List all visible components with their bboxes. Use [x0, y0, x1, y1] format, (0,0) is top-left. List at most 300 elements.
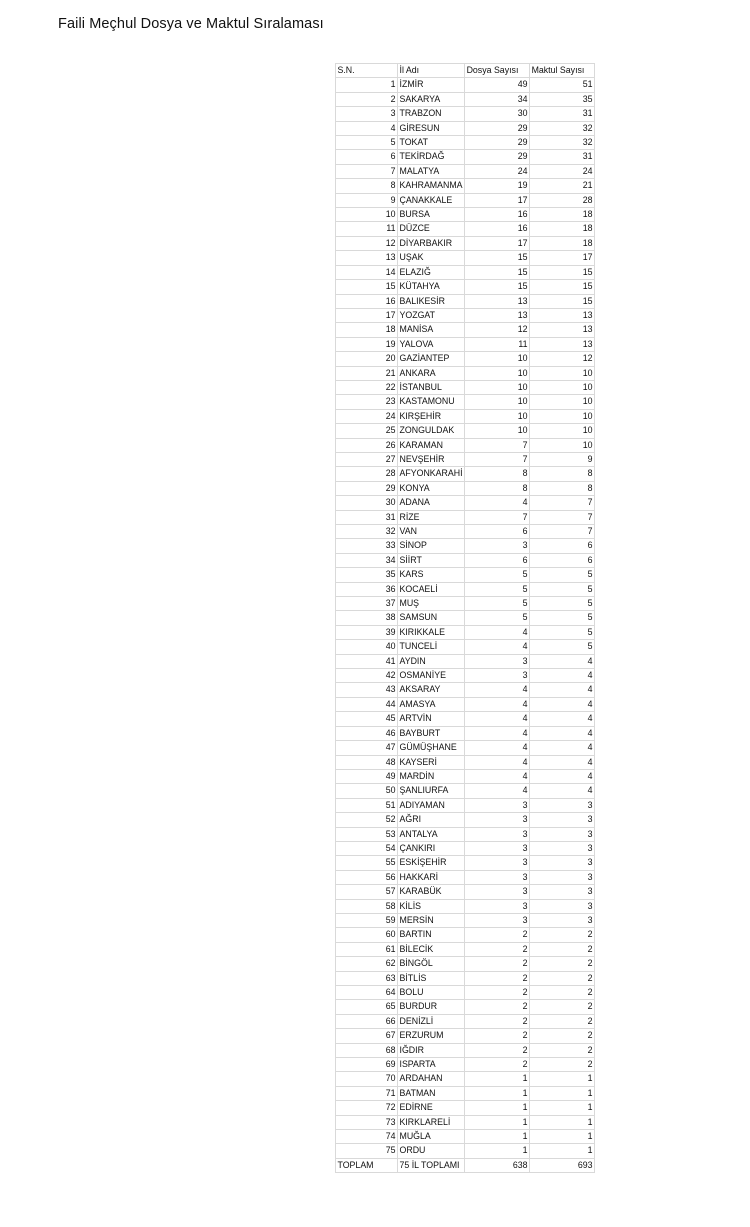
row-city: RİZE: [398, 510, 465, 524]
total-file-count: 638: [465, 1158, 530, 1172]
row-victim-count: 4: [530, 654, 595, 668]
table-row: [336, 553, 595, 567]
row-victim-count: 4: [530, 741, 595, 755]
row-file-count: 10: [465, 366, 530, 380]
row-sn: 5: [336, 136, 398, 150]
row-file-count: 19: [465, 179, 530, 193]
row-sn: 4: [336, 121, 398, 135]
row-victim-count: 6: [530, 539, 595, 553]
table-row: [336, 1043, 595, 1057]
table-row: [336, 164, 595, 178]
row-victim-count: 24: [530, 164, 595, 178]
row-city: SAKARYA: [398, 92, 465, 106]
row-victim-count: 10: [530, 438, 595, 452]
row-file-count: 29: [465, 136, 530, 150]
row-city: BALIKESİR: [398, 294, 465, 308]
row-city: İZMİR: [398, 78, 465, 92]
table-row: [336, 136, 595, 150]
row-victim-count: 4: [530, 683, 595, 697]
header-file-count: Dosya Sayısı: [465, 64, 530, 78]
row-file-count: 3: [465, 885, 530, 899]
table-row: [336, 496, 595, 510]
row-city: ZONGULDAK: [398, 424, 465, 438]
row-victim-count: 51: [530, 78, 595, 92]
table-row: [336, 1101, 595, 1115]
row-city: KIRŞEHİR: [398, 409, 465, 423]
row-victim-count: 13: [530, 308, 595, 322]
row-city: BATMAN: [398, 1086, 465, 1100]
row-file-count: 29: [465, 150, 530, 164]
row-city: ADIYAMAN: [398, 798, 465, 812]
row-city: KIRIKKALE: [398, 625, 465, 639]
row-victim-count: 8: [530, 467, 595, 481]
row-victim-count: 10: [530, 424, 595, 438]
row-file-count: 8: [465, 467, 530, 481]
row-sn: 35: [336, 568, 398, 582]
row-victim-count: 2: [530, 1000, 595, 1014]
row-city: ISPARTA: [398, 1058, 465, 1072]
row-victim-count: 3: [530, 856, 595, 870]
row-victim-count: 18: [530, 236, 595, 250]
row-city: BAYBURT: [398, 726, 465, 740]
table-row: [336, 986, 595, 1000]
row-sn: 32: [336, 525, 398, 539]
row-victim-count: 4: [530, 769, 595, 783]
row-city: YALOVA: [398, 337, 465, 351]
row-sn: 61: [336, 942, 398, 956]
table-row: [336, 1058, 595, 1072]
table-row: [336, 1144, 595, 1158]
row-victim-count: 3: [530, 899, 595, 913]
table-row: [336, 193, 595, 207]
row-city: ESKİŞEHİR: [398, 856, 465, 870]
table-row: [336, 654, 595, 668]
row-file-count: 10: [465, 380, 530, 394]
row-city: AMASYA: [398, 697, 465, 711]
row-victim-count: 31: [530, 150, 595, 164]
row-city: BİTLİS: [398, 971, 465, 985]
table-row: [336, 395, 595, 409]
row-victim-count: 32: [530, 136, 595, 150]
row-file-count: 29: [465, 121, 530, 135]
row-sn: 33: [336, 539, 398, 553]
row-victim-count: 21: [530, 179, 595, 193]
row-city: SAMSUN: [398, 611, 465, 625]
table-row: [336, 928, 595, 942]
table-row: [336, 1130, 595, 1144]
row-file-count: 7: [465, 452, 530, 466]
row-sn: 43: [336, 683, 398, 697]
table-row: [336, 265, 595, 279]
table-row: [336, 640, 595, 654]
row-city: AFYONKARAHİ: [398, 467, 465, 481]
row-sn: 41: [336, 654, 398, 668]
row-file-count: 3: [465, 841, 530, 855]
row-victim-count: 1: [530, 1130, 595, 1144]
total-victim-count: 693: [530, 1158, 595, 1172]
row-city: OSMANİYE: [398, 669, 465, 683]
row-file-count: 3: [465, 798, 530, 812]
row-city: KONYA: [398, 481, 465, 495]
table-row: [336, 568, 595, 582]
table-row: [336, 323, 595, 337]
row-file-count: 3: [465, 654, 530, 668]
row-victim-count: 4: [530, 726, 595, 740]
row-city: AKSARAY: [398, 683, 465, 697]
table-row: [336, 150, 595, 164]
row-city: KARAMAN: [398, 438, 465, 452]
row-city: MUŞ: [398, 597, 465, 611]
row-file-count: 4: [465, 683, 530, 697]
row-victim-count: 2: [530, 1029, 595, 1043]
row-file-count: 2: [465, 942, 530, 956]
row-file-count: 24: [465, 164, 530, 178]
row-file-count: 17: [465, 193, 530, 207]
row-city: ANTALYA: [398, 827, 465, 841]
table-row: [336, 380, 595, 394]
row-victim-count: 1: [530, 1101, 595, 1115]
row-city: GÜMÜŞHANE: [398, 741, 465, 755]
row-victim-count: 4: [530, 712, 595, 726]
row-sn: 68: [336, 1043, 398, 1057]
row-sn: 59: [336, 913, 398, 927]
table-row: [336, 913, 595, 927]
table-row: [336, 366, 595, 380]
row-city: DENİZLİ: [398, 1014, 465, 1028]
table-row: [336, 625, 595, 639]
table-row: [336, 1000, 595, 1014]
table-row: [336, 726, 595, 740]
row-city: KAYSERİ: [398, 755, 465, 769]
row-victim-count: 2: [530, 986, 595, 1000]
table-row: [336, 697, 595, 711]
row-sn: 57: [336, 885, 398, 899]
row-file-count: 1: [465, 1101, 530, 1115]
row-file-count: 4: [465, 741, 530, 755]
row-file-count: 3: [465, 827, 530, 841]
row-city: DÜZCE: [398, 222, 465, 236]
row-city: MERSİN: [398, 913, 465, 927]
row-victim-count: 2: [530, 928, 595, 942]
row-sn: 14: [336, 265, 398, 279]
row-sn: 60: [336, 928, 398, 942]
table-row: [336, 424, 595, 438]
row-victim-count: 5: [530, 568, 595, 582]
row-city: HAKKARİ: [398, 870, 465, 884]
row-file-count: 2: [465, 1014, 530, 1028]
table-row: [336, 337, 595, 351]
row-city: DİYARBAKIR: [398, 236, 465, 250]
table-row: [336, 92, 595, 106]
row-sn: 29: [336, 481, 398, 495]
row-sn: 18: [336, 323, 398, 337]
row-sn: 22: [336, 380, 398, 394]
table-row: [336, 755, 595, 769]
row-city: MARDİN: [398, 769, 465, 783]
row-city: ÇANKIRI: [398, 841, 465, 855]
row-victim-count: 4: [530, 784, 595, 798]
row-file-count: 4: [465, 712, 530, 726]
row-victim-count: 2: [530, 942, 595, 956]
row-file-count: 3: [465, 539, 530, 553]
row-file-count: 11: [465, 337, 530, 351]
row-file-count: 2: [465, 1058, 530, 1072]
row-sn: 1: [336, 78, 398, 92]
row-sn: 66: [336, 1014, 398, 1028]
row-victim-count: 5: [530, 582, 595, 596]
table-row: [336, 107, 595, 121]
row-file-count: 6: [465, 553, 530, 567]
table-row: [336, 957, 595, 971]
row-file-count: 4: [465, 755, 530, 769]
row-sn: 49: [336, 769, 398, 783]
row-file-count: 49: [465, 78, 530, 92]
table-row: [336, 597, 595, 611]
row-sn: 12: [336, 236, 398, 250]
row-sn: 30: [336, 496, 398, 510]
row-file-count: 15: [465, 265, 530, 279]
row-sn: 23: [336, 395, 398, 409]
row-sn: 25: [336, 424, 398, 438]
row-victim-count: 5: [530, 611, 595, 625]
row-victim-count: 15: [530, 265, 595, 279]
row-file-count: 3: [465, 913, 530, 927]
row-city: NEVŞEHİR: [398, 452, 465, 466]
row-sn: 56: [336, 870, 398, 884]
row-file-count: 1: [465, 1130, 530, 1144]
row-city: VAN: [398, 525, 465, 539]
row-city: KİLİS: [398, 899, 465, 913]
row-sn: 6: [336, 150, 398, 164]
row-victim-count: 12: [530, 352, 595, 366]
table-row: [336, 525, 595, 539]
row-city: BARTIN: [398, 928, 465, 942]
row-file-count: 16: [465, 222, 530, 236]
row-victim-count: 5: [530, 640, 595, 654]
row-file-count: 2: [465, 1029, 530, 1043]
row-city: AĞRI: [398, 813, 465, 827]
table-row: [336, 121, 595, 135]
row-sn: 31: [336, 510, 398, 524]
row-sn: 7: [336, 164, 398, 178]
row-city: YOZGAT: [398, 308, 465, 322]
row-sn: 62: [336, 957, 398, 971]
table-row: [336, 1086, 595, 1100]
row-victim-count: 8: [530, 481, 595, 495]
row-city: MALATYA: [398, 164, 465, 178]
table-row: [336, 280, 595, 294]
row-city: IĞDIR: [398, 1043, 465, 1057]
row-city: KARABÜK: [398, 885, 465, 899]
row-sn: 2: [336, 92, 398, 106]
row-victim-count: 15: [530, 280, 595, 294]
row-sn: 26: [336, 438, 398, 452]
row-victim-count: 2: [530, 1058, 595, 1072]
table-row: [336, 179, 595, 193]
row-city: ŞANLIURFA: [398, 784, 465, 798]
table-body: [336, 78, 595, 1158]
table-row: [336, 236, 595, 250]
row-sn: 3: [336, 107, 398, 121]
row-sn: 70: [336, 1072, 398, 1086]
row-sn: 51: [336, 798, 398, 812]
total-label: TOPLAM: [336, 1158, 398, 1172]
row-sn: 53: [336, 827, 398, 841]
row-victim-count: 1: [530, 1115, 595, 1129]
row-victim-count: 6: [530, 553, 595, 567]
row-sn: 16: [336, 294, 398, 308]
row-sn: 71: [336, 1086, 398, 1100]
row-sn: 46: [336, 726, 398, 740]
header-city: İl Adı: [398, 64, 465, 78]
row-file-count: 10: [465, 352, 530, 366]
table-row: [336, 1014, 595, 1028]
row-sn: 20: [336, 352, 398, 366]
row-city: TEKİRDAĞ: [398, 150, 465, 164]
row-city: TRABZON: [398, 107, 465, 121]
row-file-count: 15: [465, 280, 530, 294]
row-city: KASTAMONU: [398, 395, 465, 409]
row-file-count: 7: [465, 510, 530, 524]
row-sn: 28: [336, 467, 398, 481]
row-victim-count: 28: [530, 193, 595, 207]
row-file-count: 10: [465, 395, 530, 409]
row-sn: 8: [336, 179, 398, 193]
row-file-count: 2: [465, 971, 530, 985]
row-file-count: 17: [465, 236, 530, 250]
row-city: BİNGÖL: [398, 957, 465, 971]
row-file-count: 5: [465, 582, 530, 596]
table-row: [336, 1072, 595, 1086]
row-sn: 40: [336, 640, 398, 654]
total-cities: 75 İL TOPLAMI: [398, 1158, 465, 1172]
row-file-count: 15: [465, 251, 530, 265]
row-victim-count: 3: [530, 870, 595, 884]
row-sn: 27: [336, 452, 398, 466]
row-file-count: 3: [465, 669, 530, 683]
table-row: [336, 712, 595, 726]
row-victim-count: 10: [530, 409, 595, 423]
row-sn: 74: [336, 1130, 398, 1144]
row-sn: 21: [336, 366, 398, 380]
row-file-count: 13: [465, 294, 530, 308]
row-sn: 69: [336, 1058, 398, 1072]
row-file-count: 2: [465, 957, 530, 971]
row-victim-count: 4: [530, 755, 595, 769]
row-city: BİLECİK: [398, 942, 465, 956]
data-table: [335, 63, 595, 1173]
row-city: BURSA: [398, 208, 465, 222]
table-row: [336, 539, 595, 553]
row-victim-count: 17: [530, 251, 595, 265]
page-title: Faili Meçhul Dosya ve Maktul Sıralaması: [58, 16, 324, 32]
table-total-row: [336, 1158, 595, 1172]
row-city: KÜTAHYA: [398, 280, 465, 294]
table-row: [336, 856, 595, 870]
row-victim-count: 3: [530, 813, 595, 827]
row-sn: 13: [336, 251, 398, 265]
row-file-count: 10: [465, 424, 530, 438]
row-city: SİİRT: [398, 553, 465, 567]
row-sn: 48: [336, 755, 398, 769]
table-row: [336, 798, 595, 812]
row-sn: 37: [336, 597, 398, 611]
table-row: [336, 813, 595, 827]
row-file-count: 5: [465, 597, 530, 611]
table-row: [336, 741, 595, 755]
table-row: [336, 582, 595, 596]
row-sn: 45: [336, 712, 398, 726]
row-victim-count: 7: [530, 496, 595, 510]
row-file-count: 4: [465, 625, 530, 639]
row-file-count: 4: [465, 726, 530, 740]
row-victim-count: 18: [530, 208, 595, 222]
row-file-count: 6: [465, 525, 530, 539]
row-sn: 42: [336, 669, 398, 683]
row-sn: 65: [336, 1000, 398, 1014]
row-city: SİNOP: [398, 539, 465, 553]
row-city: ARTVİN: [398, 712, 465, 726]
row-file-count: 3: [465, 899, 530, 913]
row-sn: 11: [336, 222, 398, 236]
row-sn: 75: [336, 1144, 398, 1158]
row-victim-count: 7: [530, 525, 595, 539]
row-city: KOCAELİ: [398, 582, 465, 596]
row-sn: 34: [336, 553, 398, 567]
row-file-count: 3: [465, 870, 530, 884]
row-file-count: 5: [465, 611, 530, 625]
row-file-count: 1: [465, 1115, 530, 1129]
row-city: ÇANAKKALE: [398, 193, 465, 207]
table-row: [336, 308, 595, 322]
row-file-count: 13: [465, 308, 530, 322]
row-sn: 58: [336, 899, 398, 913]
table-row: [336, 870, 595, 884]
table-row: [336, 251, 595, 265]
table-row: [336, 841, 595, 855]
row-city: AYDIN: [398, 654, 465, 668]
row-city: ANKARA: [398, 366, 465, 380]
row-file-count: 2: [465, 1043, 530, 1057]
table-row: [336, 467, 595, 481]
row-sn: 64: [336, 986, 398, 1000]
table-row: [336, 78, 595, 92]
row-city: TUNCELİ: [398, 640, 465, 654]
row-victim-count: 2: [530, 971, 595, 985]
row-file-count: 3: [465, 813, 530, 827]
header-sn: S.N.: [336, 64, 398, 78]
row-sn: 55: [336, 856, 398, 870]
row-victim-count: 1: [530, 1072, 595, 1086]
row-city: ERZURUM: [398, 1029, 465, 1043]
row-file-count: 12: [465, 323, 530, 337]
table-row: [336, 885, 595, 899]
row-city: ARDAHAN: [398, 1072, 465, 1086]
row-file-count: 7: [465, 438, 530, 452]
row-sn: 47: [336, 741, 398, 755]
row-city: İSTANBUL: [398, 380, 465, 394]
row-file-count: 5: [465, 568, 530, 582]
row-sn: 15: [336, 280, 398, 294]
row-sn: 44: [336, 697, 398, 711]
row-sn: 67: [336, 1029, 398, 1043]
table-row: [336, 222, 595, 236]
table-row: [336, 827, 595, 841]
row-city: BOLU: [398, 986, 465, 1000]
table-row: [336, 683, 595, 697]
row-victim-count: 3: [530, 841, 595, 855]
row-city: ELAZIĞ: [398, 265, 465, 279]
